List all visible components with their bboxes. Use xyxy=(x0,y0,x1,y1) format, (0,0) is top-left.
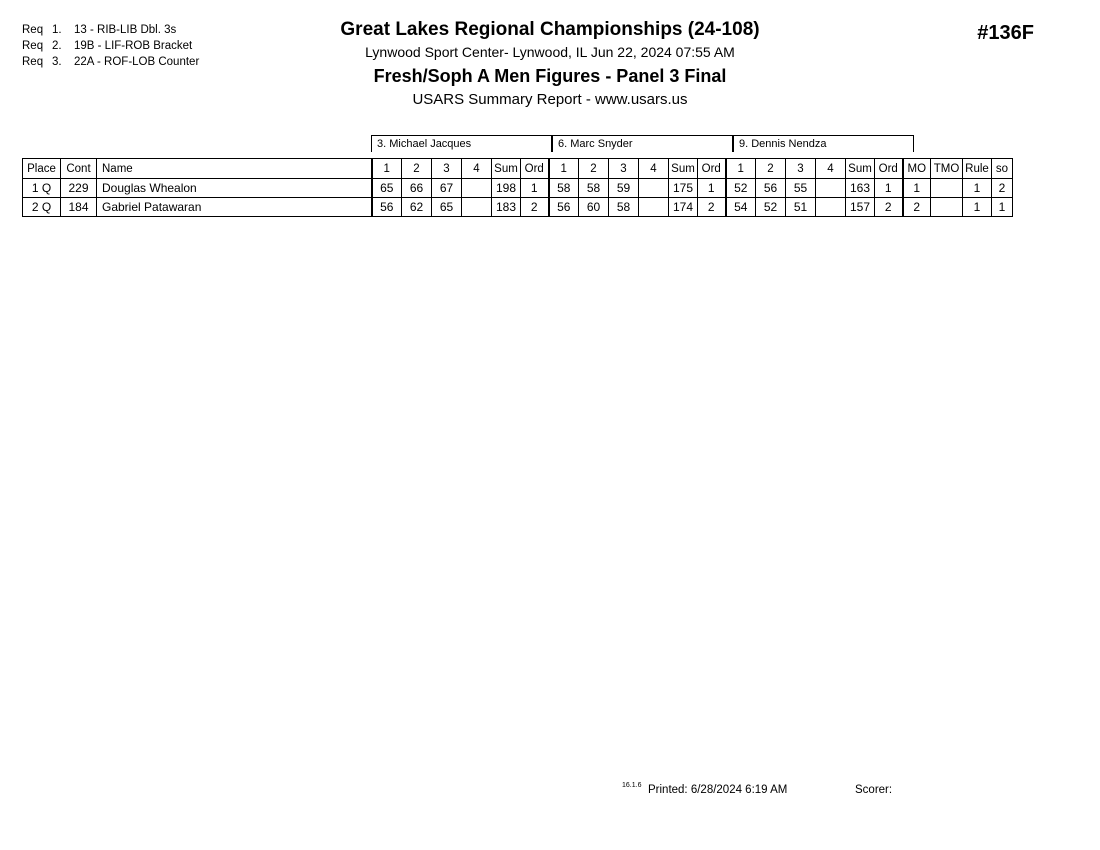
row-j3-fig1: 52 xyxy=(726,179,756,198)
judge-name-1: 3. Michael Jacques xyxy=(371,135,552,152)
header-cont: Cont xyxy=(61,159,97,179)
header-j2-fig3: 3 xyxy=(609,159,639,179)
header-j1-fig3: 3 xyxy=(432,159,462,179)
event-number: #136F xyxy=(977,22,1034,44)
requirement-label: Req xyxy=(22,56,44,68)
header-j2-fig4: 4 xyxy=(639,159,669,179)
row-j3-fig4 xyxy=(816,179,846,198)
header-tmo: TMO xyxy=(931,159,963,179)
table-row xyxy=(23,179,1013,198)
row-j1-sum: 183 xyxy=(492,198,521,217)
row-rule: 1 xyxy=(963,179,992,198)
row-j2-fig1: 58 xyxy=(549,179,579,198)
row-j3-sum: 157 xyxy=(846,198,875,217)
header-j2-fig2: 2 xyxy=(579,159,609,179)
row-j1-ord: 1 xyxy=(521,179,549,198)
event-title: Fresh/Soph A Men Figures - Panel 3 Final xyxy=(373,66,727,86)
row-j3-ord: 2 xyxy=(875,198,903,217)
row-j1-fig4 xyxy=(462,198,492,217)
header-mo: MO xyxy=(903,159,931,179)
scorer-label: Scorer: xyxy=(855,784,893,796)
row-j3-fig4 xyxy=(816,198,846,217)
row-j2-sum: 175 xyxy=(669,179,698,198)
requirement-number: 2. xyxy=(52,40,62,52)
printed-timestamp: Printed: 6/28/2024 6:19 AM xyxy=(648,784,788,796)
row-j3-fig3: 51 xyxy=(786,198,816,217)
row-j2-fig3: 59 xyxy=(609,179,639,198)
header-j2-fig1: 1 xyxy=(549,159,579,179)
row-mo: 1 xyxy=(903,179,931,198)
header-j3-fig1: 1 xyxy=(726,159,756,179)
table-header-row xyxy=(23,159,1013,179)
header-place: Place xyxy=(23,159,61,179)
header-j1-fig1: 1 xyxy=(372,159,402,179)
row-j1-fig2: 66 xyxy=(402,179,432,198)
row-rule: 1 xyxy=(963,198,992,217)
row-j3-fig2: 52 xyxy=(756,198,786,217)
row-j1-ord: 2 xyxy=(521,198,549,217)
requirement-number: 3. xyxy=(52,56,62,68)
header-j2-sum: Sum xyxy=(669,159,698,179)
judge-name-2: 6. Marc Snyder xyxy=(552,135,733,152)
header-j1-sum: Sum xyxy=(492,159,521,179)
report-footer xyxy=(0,780,1100,800)
row-j2-fig3: 58 xyxy=(609,198,639,217)
table-row xyxy=(23,198,1013,217)
header-name: Name xyxy=(97,159,372,179)
row-j1-fig3: 65 xyxy=(432,198,462,217)
row-j2-fig4 xyxy=(639,179,669,198)
row-j2-fig2: 58 xyxy=(579,179,609,198)
row-j3-fig3: 55 xyxy=(786,179,816,198)
header-j3-ord: Ord xyxy=(875,159,903,179)
header-j3-fig2: 2 xyxy=(756,159,786,179)
report-header xyxy=(0,18,1100,111)
row-mo: 2 xyxy=(903,198,931,217)
row-place: 2 Q xyxy=(23,198,61,217)
row-j1-fig4 xyxy=(462,179,492,198)
report-subtitle: USARS Summary Report - www.usars.us xyxy=(412,91,688,108)
row-place: 1 Q xyxy=(23,179,61,198)
row-j3-ord: 1 xyxy=(875,179,903,198)
row-j2-fig1: 56 xyxy=(549,198,579,217)
row-name: Douglas Whealon xyxy=(97,179,372,198)
row-cont: 229 xyxy=(61,179,97,198)
software-version: 16.1.6 xyxy=(622,782,642,789)
row-tmo xyxy=(931,179,963,198)
requirement-number: 1. xyxy=(52,24,62,36)
row-j2-sum: 174 xyxy=(669,198,698,217)
row-j3-sum: 163 xyxy=(846,179,875,198)
row-j2-ord: 1 xyxy=(698,179,726,198)
row-so: 2 xyxy=(992,179,1013,198)
row-j2-fig4 xyxy=(639,198,669,217)
requirement-label: Req xyxy=(22,24,44,36)
venue-datetime: Lynwood Sport Center- Lynwood, IL Jun 22, 2024 07:55 AM xyxy=(365,44,735,60)
row-j1-fig3: 67 xyxy=(432,179,462,198)
requirement-text: 22A - ROF-LOB Counter xyxy=(74,56,200,68)
requirement-label: Req xyxy=(22,40,44,52)
requirement-text: 13 - RIB-LIB Dbl. 3s xyxy=(74,24,177,36)
row-name: Gabriel Patawaran xyxy=(97,198,372,217)
judge-header-band xyxy=(371,135,914,152)
judge-name-3: 9. Dennis Nendza xyxy=(733,135,914,152)
row-j2-fig2: 60 xyxy=(579,198,609,217)
results-table xyxy=(22,158,1013,217)
row-j1-sum: 198 xyxy=(492,179,521,198)
row-cont: 184 xyxy=(61,198,97,217)
row-j1-fig1: 65 xyxy=(372,179,402,198)
row-j3-fig2: 56 xyxy=(756,179,786,198)
header-j2-ord: Ord xyxy=(698,159,726,179)
header-j3-fig3: 3 xyxy=(786,159,816,179)
header-j3-sum: Sum xyxy=(846,159,875,179)
header-so: so xyxy=(992,159,1013,179)
row-tmo xyxy=(931,198,963,217)
row-j2-ord: 2 xyxy=(698,198,726,217)
competition-title: Great Lakes Regional Championships (24-108) xyxy=(340,19,760,40)
row-j3-fig1: 54 xyxy=(726,198,756,217)
header-j3-fig4: 4 xyxy=(816,159,846,179)
header-j1-ord: Ord xyxy=(521,159,549,179)
header-j1-fig2: 2 xyxy=(402,159,432,179)
row-so: 1 xyxy=(992,198,1013,217)
requirement-text: 19B - LIF-ROB Bracket xyxy=(74,40,193,52)
row-j1-fig1: 56 xyxy=(372,198,402,217)
header-rule: Rule xyxy=(963,159,992,179)
row-j1-fig2: 62 xyxy=(402,198,432,217)
header-j1-fig4: 4 xyxy=(462,159,492,179)
